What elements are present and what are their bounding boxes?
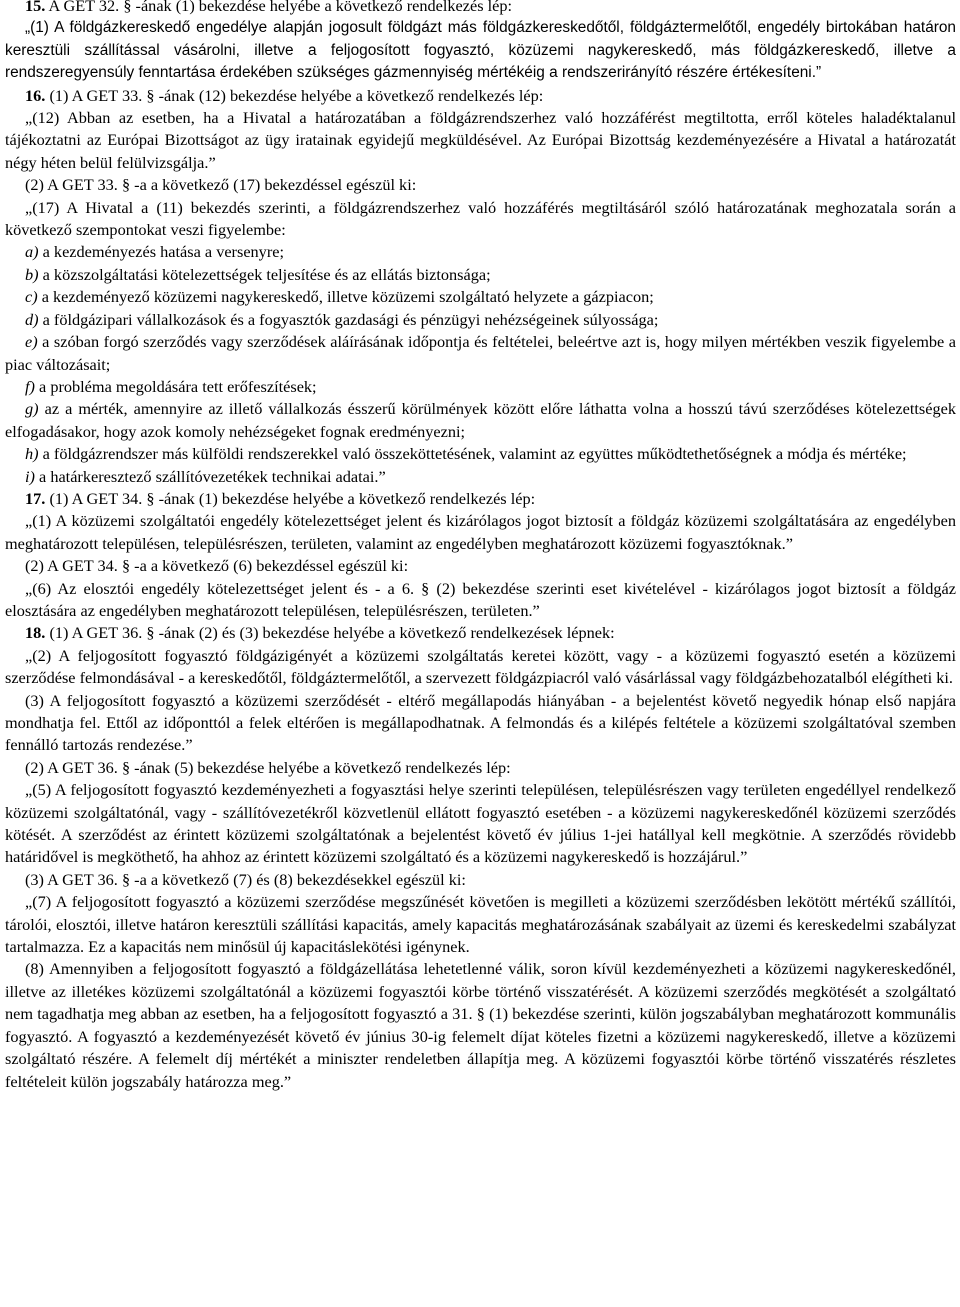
list-item	[5, 466, 956, 488]
list-item	[5, 443, 956, 465]
list-letter: b)	[25, 264, 39, 284]
quoted-provision: „(7) A feljogosított fogyasztó a közüzemi szerződése megszűnését követően is megilleti a közüzemi szerződésben lekötött mértékű szállítói, tárolói, elosztói, illetve határon keresztüli szállítási kapacitás, amely kapacitás meghatározásának szabályait az üzemi és kereskedelmi szabályzat tartalmazza. Ez a kapacitás nem minősül új kapacitáslekötési igénynek.	[5, 892, 956, 957]
section-number: 15.	[25, 0, 46, 15]
list-text: a szóban forgó szerződés vagy szerződések aláírásának időpontja és feltételei, beleértve azt is, hogy milyen mértékben veszik figyelembe a piac változásait;	[5, 332, 956, 374]
list-letter: g)	[25, 399, 39, 419]
list-letter: h)	[25, 444, 39, 464]
quoted-provision: „(1) A földgázkereskedő engedélye alapján jogosult földgázt más földgázkereskedőtől, földgáztermelőtől, engedély birtokában határon keresztüli szállítással vásárolni, illetve a feljogosított fogyasztó, közüzemi nagykereskedő, más földgázkereskedő, illetve a rendszeregyensúly fenntartása érdekében szükséges gázmennyiség mértékéig a rendszerirányító részére értékesíteni.”	[5, 19, 956, 82]
list-item	[5, 241, 956, 263]
quoted-provision: (8) Amennyiben a feljogosított fogyasztó a földgázellátása lehetetlenné válik, soron kívül kezdeményezheti a közüzemi nagykereskedőnél, illetve az illetékes közüzemi szolgáltatónál a közüzemi fogyasztói körbe történő visszatérését. A közüzemi szerződés megkötését a szolgáltató nem tagadhatja meg abban az esetben, ha a feljogosított fogyasztó a 31. § (1) bekezdése szerinti, külön jogszabályban meghatározott kommunális fogyasztó. A fogyasztó a kezdeményezését követő év június 30-ig felemelt díjat köteles fizetni a közüzemi nagykereskedő, illetve a közüzemi szolgáltató részére. A felemelt díj mértékét a miniszter rendeletben állapítja meg. A közüzemi fogyasztói körbe történő visszatérés részletes feltételeit külön jogszabály határozza meg.”	[5, 959, 956, 1091]
section-number: 18.	[25, 623, 46, 643]
list-text: a földgázrendszer más külföldi rendszerekkel való összeköttetésének, valamint az együttes működtethetőségnek a módja és mértéke;	[38, 444, 907, 464]
list-item	[5, 264, 956, 286]
subsection-intro	[5, 174, 956, 196]
section-number: 17.	[25, 488, 46, 508]
list-letter: d)	[25, 309, 39, 329]
list-item	[5, 286, 956, 308]
section-number: 16.	[25, 85, 46, 105]
section-reference: (2) A GET 34.	[25, 556, 118, 576]
subsection-intro	[5, 757, 956, 779]
subsection-intro	[5, 555, 956, 577]
list-item	[5, 398, 956, 443]
section-intro: § -a a következő (7) és (8) bekezdésekkel egészül ki:	[117, 869, 466, 889]
list-text: a közszolgáltatási kötelezettségek teljesítése és az ellátás biztonsága;	[38, 264, 491, 284]
section-intro: § -ának (1) bekezdése helyébe a következő rendelkezés lép:	[142, 488, 536, 508]
section-intro: § -ának (2) és (3) bekezdése helyébe a következő rendelkezések lépnek:	[142, 623, 615, 643]
list-text: a kezdeményezés hatása a versenyre;	[38, 242, 284, 262]
quoted-provision: „(17) A Hivatal a (11) bekezdés szerinti, a földgázrendszerhez való hozzáférés megtiltásáról szóló határozatának meghozatala során a következő szempontokat veszi figyelembe:	[5, 197, 956, 240]
list-item	[5, 309, 956, 331]
quoted-provision: „(6) Az elosztói engedély kötelezettséget jelent és - a 6. § (2) bekezdése szerinti eset kivételével - kizárólagos jogot biztosít a földgáz elosztására az engedélyben meghatározott településen, településrészen, területen.”	[5, 578, 956, 620]
list-text: a határkeresztező szállítóvezetékek technikai adatai.”	[34, 466, 386, 486]
section-intro: § -ának (5) bekezdése helyébe a következő rendelkezés lép:	[117, 757, 511, 777]
section-reference: (2) A GET 33.	[25, 175, 118, 195]
section-intro: § -ának (1) bekezdése helyébe a következő rendelkezés lép:	[119, 0, 513, 15]
section-reference: (1) A GET 36.	[49, 623, 143, 643]
section-16-heading	[5, 85, 956, 107]
list-item	[5, 331, 956, 376]
quoted-provision: (3) A feljogosított fogyasztó a közüzemi szerződését - eltérő megállapodás hiányában - a bejelentést követő negyedik hónap első napjára mondhatja fel. Ettől az időponttól a felek eltérően is megállapodhatnak. A felmondás és a kilépés feltétele a közüzemi szolgáltatóval szemben fennálló tartozás rendezése.”	[5, 690, 956, 755]
list-letter: a)	[25, 242, 39, 262]
section-reference: (1) A GET 33.	[49, 85, 143, 105]
section-17-heading	[5, 488, 956, 510]
section-reference: (2) A GET 36.	[25, 757, 118, 777]
section-reference: (3) A GET 36.	[25, 869, 118, 889]
section-intro: § -a a következő (6) bekezdéssel egészül ki:	[117, 556, 409, 576]
section-reference: A GET 32.	[48, 0, 120, 15]
list-letter: e)	[25, 332, 38, 352]
quoted-provision: „(2) A feljogosított fogyasztó földgázigényét a közüzemi szolgáltatás keretei között, vagy - a közüzemi fogyasztó esetén a közüzemi szerződése felmondásával - a kereskedőtől, földgáztermelőtől, a szervezett földgázpiacról való vásárlással vagy földgázbehozatalból elégítheti ki.	[5, 645, 956, 688]
section-intro: § -ának (12) bekezdése helyébe a következő rendelkezés lép:	[142, 85, 544, 105]
list-text: a probléma megoldására tett erőfeszítések;	[34, 376, 317, 396]
list-item	[5, 376, 956, 398]
quoted-provision: „(5) A feljogosított fogyasztó kezdeményezheti a fogyasztási helye szerinti településen, településrészen vagy területen engedéllyel rendelkező közüzemi szolgáltatónál, vagy - szállítóvezetékről közvetlenül ellátott fogyasztó esetében - a közüzemi nagykereskedőnél közüzemi szerződés kötését. A szerződést az érintett közüzemi szolgáltatónak a bejelentést követő év július 1-jei hatállyal kell megkötnie. A szerződés rövidebb határidővel is megköthető, ha ahhoz az érintett közüzemi szolgáltató és a közüzemi nagykereskedő is hozzájárul.”	[5, 780, 956, 867]
list-text: az a mérték, amennyire az illető vállalkozás ésszerű körülmények között előre láthatta volna a hosszú távú szerződéses kötelezettségek elfogadásakor, hogy azok komoly nehézségeket fognak eredményezni;	[5, 399, 956, 441]
quoted-provision: „(1) A közüzemi szolgáltatói engedély kötelezettséget jelent és kizárólagos jogot biztosít a földgáz közüzemi szolgáltatására az engedélyben meghatározott településen, településrészen, területen, valamint az engedélyben meghatározott közüzemi fogyasztóknak.”	[5, 511, 956, 553]
list-text: a kezdeményező közüzemi nagykereskedő, illetve közüzemi szolgáltató helyzete a gázpiacon;	[37, 287, 654, 307]
list-letter: c)	[25, 287, 38, 307]
list-letter: f)	[25, 376, 35, 396]
subsection-intro	[5, 869, 956, 891]
list-letter: i)	[25, 466, 35, 486]
section-18-heading	[5, 622, 956, 644]
section-reference: (1) A GET 34.	[49, 488, 143, 508]
list-text: a földgázipari vállalkozások és a fogyasztók gazdasági és pénzügyi nehézségeinek súlyossága;	[38, 309, 659, 329]
section-15-heading	[5, 0, 956, 17]
quoted-provision: „(12) Abban az esetben, ha a Hivatal a határozatában a földgázrendszerhez való hozzáférést megtiltotta, erről köteles haladéktalanul tájékoztatni az Európai Bizottságot az ügy iratainak egyidejű megküldésével. Az Európai Bizottság kezdeményezésére a Hivatal a határozatát négy héten belül felülvizsgálja.”	[5, 108, 956, 172]
section-intro: § -a a következő (17) bekezdéssel egészül ki:	[117, 175, 417, 195]
